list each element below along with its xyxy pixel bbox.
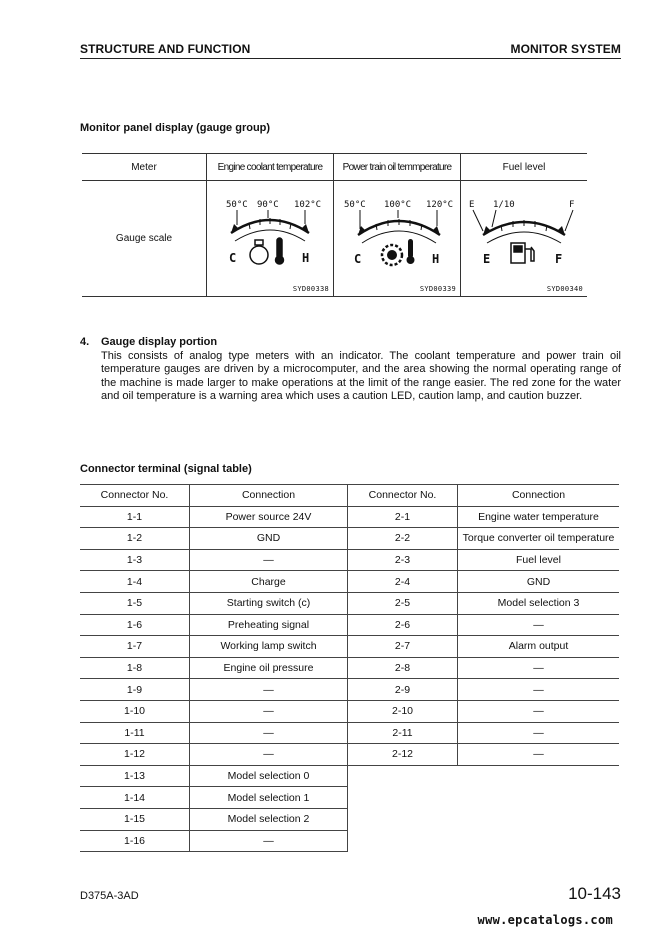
coolant-thermometer-icon [250, 238, 284, 264]
table-cell: — [458, 722, 620, 744]
coolant-mark-mid: 90°C [257, 200, 279, 210]
table-cell: Engine water temperature [458, 506, 620, 528]
empty-area [348, 830, 620, 852]
table-cell: 1-12 [80, 744, 190, 766]
table-cell: Starting switch (c) [190, 592, 348, 614]
table-row [80, 549, 619, 571]
footer-page-number: 10-143 [568, 884, 621, 903]
table-cell: 2-4 [348, 571, 458, 593]
col-header: Connection [190, 485, 348, 507]
coolant-gauge-cell [207, 181, 334, 297]
table-cell: 1-4 [80, 571, 190, 593]
coolant-low-letter: C [229, 251, 237, 265]
footer-model: D375A-3AD [80, 890, 139, 902]
powertrain-header: Power train oil temmperature [334, 154, 461, 181]
coolant-mark-high: 102°C [294, 200, 322, 210]
table-cell: GND [458, 571, 620, 593]
table-row [80, 722, 619, 744]
table-row [80, 787, 619, 809]
table-cell: 1-10 [80, 700, 190, 722]
table-cell: Model selection 2 [190, 808, 348, 830]
table-cell: Power source 24V [190, 506, 348, 528]
table-cell: 2-8 [348, 657, 458, 679]
item-title: Gauge display portion [101, 336, 218, 348]
table-row [80, 636, 619, 658]
table-row [80, 614, 619, 636]
header-section-title: STRUCTURE AND FUNCTION [80, 42, 251, 56]
table-cell: — [190, 830, 348, 852]
gauge-section-title: Monitor panel display (gauge group) [80, 122, 271, 134]
table-cell: — [190, 722, 348, 744]
table-cell: — [458, 614, 620, 636]
table-row [80, 592, 619, 614]
table-cell: — [458, 679, 620, 701]
fuel-pump-icon [511, 243, 534, 263]
table-cell: 1-5 [80, 592, 190, 614]
table-cell: 1-1 [80, 506, 190, 528]
col-header: Connection [458, 485, 620, 507]
item-body: This consists of analog type meters with an indicator. The coolant temperature and power train oil temperature gauges are driven by a microcomputer, and the area showing the normal operating range of the machine is made larger to make operations at the limit of the range easier. The red zone for the water and oil temperature is a warning area which uses a caution LED, caution lamp, and caution buzzer. [101, 349, 621, 403]
table-cell: Model selection 1 [190, 787, 348, 809]
fuel-mark-empty: E [469, 200, 475, 210]
powertrain-gauge [334, 191, 460, 286]
fuel-low-letter: E [483, 252, 491, 266]
table-cell: 1-15 [80, 808, 190, 830]
table-cell: 2-6 [348, 614, 458, 636]
table-cell: Engine oil pressure [190, 657, 348, 679]
table-row [80, 506, 619, 528]
connector-table-header [80, 485, 619, 507]
connector-section-title: Connector terminal (signal table) [80, 463, 252, 475]
table-row [80, 657, 619, 679]
table-row [80, 679, 619, 701]
table-cell: 2-9 [348, 679, 458, 701]
table-cell: — [190, 549, 348, 571]
gauge-scale-label: Gauge scale [82, 181, 207, 297]
table-cell: GND [190, 528, 348, 550]
table-cell: 1-2 [80, 528, 190, 550]
table-row [80, 700, 619, 722]
gauge-table-header [82, 154, 587, 181]
table-cell: Charge [190, 571, 348, 593]
coolant-gauge [207, 191, 333, 286]
item-number: 4. [80, 336, 90, 348]
table-cell: 2-3 [348, 549, 458, 571]
col-header: Connector No. [80, 485, 190, 507]
table-cell: 2-7 [348, 636, 458, 658]
table-cell: 2-11 [348, 722, 458, 744]
coolant-header: Engine coolant temperature [207, 154, 334, 181]
table-cell: Preheating signal [190, 614, 348, 636]
fuel-gauge [461, 191, 587, 286]
powertrain-low-letter: C [354, 252, 362, 266]
fuel-mark-full: F [569, 200, 575, 210]
oil-temperature-icon [382, 239, 415, 265]
coolant-mark-low: 50°C [226, 200, 248, 210]
empty-area [348, 808, 620, 830]
table-cell: 1-9 [80, 679, 190, 701]
table-cell: 2-12 [348, 744, 458, 766]
gauge-table [82, 153, 587, 297]
table-cell: — [458, 657, 620, 679]
table-row [80, 808, 619, 830]
table-cell: Model selection 3 [458, 592, 620, 614]
table-cell: 2-5 [348, 592, 458, 614]
table-cell: 2-1 [348, 506, 458, 528]
table-cell: 1-8 [80, 657, 190, 679]
table-cell: — [190, 744, 348, 766]
table-cell: — [458, 700, 620, 722]
table-cell: Alarm output [458, 636, 620, 658]
table-cell: Working lamp switch [190, 636, 348, 658]
gauge-display-paragraph [80, 336, 621, 404]
table-cell: 1-13 [80, 765, 190, 787]
table-cell: Torque converter oil temperature [458, 528, 620, 550]
powertrain-mark-high: 120°C [426, 200, 454, 210]
powertrain-gauge-code: SYD00339 [419, 285, 456, 293]
table-cell: 2-10 [348, 700, 458, 722]
col-header: Connector No. [348, 485, 458, 507]
header-rule [80, 58, 621, 59]
table-row [80, 571, 619, 593]
table-row [80, 744, 619, 766]
footer-watermark-url[interactable]: www.epcatalogs.com [477, 913, 613, 927]
coolant-gauge-code: SYD00338 [292, 285, 329, 293]
powertrain-mark-low: 50°C [344, 200, 366, 210]
fuel-mark-tenth: 1/10 [493, 200, 515, 210]
table-cell: 1-3 [80, 549, 190, 571]
gauge-scale-row [82, 181, 587, 297]
table-cell: — [190, 700, 348, 722]
meter-header: Meter [82, 154, 207, 181]
powertrain-gauge-cell [334, 181, 461, 297]
table-cell: — [458, 744, 620, 766]
connector-table [80, 484, 619, 852]
table-row [80, 528, 619, 550]
fuel-gauge-cell [461, 181, 588, 297]
empty-area [348, 787, 620, 809]
table-cell: 2-2 [348, 528, 458, 550]
table-cell: 1-14 [80, 787, 190, 809]
table-cell: 1-7 [80, 636, 190, 658]
powertrain-high-letter: H [432, 252, 440, 266]
table-cell: 1-16 [80, 830, 190, 852]
fuel-gauge-code: SYD00340 [546, 285, 583, 293]
powertrain-mark-mid: 100°C [384, 200, 412, 210]
coolant-high-letter: H [302, 251, 310, 265]
fuel-high-letter: F [555, 252, 563, 266]
table-cell: — [190, 679, 348, 701]
table-cell: Fuel level [458, 549, 620, 571]
table-row [80, 830, 619, 852]
fuel-header: Fuel level [461, 154, 588, 181]
table-cell: Model selection 0 [190, 765, 348, 787]
table-row [80, 765, 619, 787]
empty-area [348, 765, 620, 787]
header-chapter-title: MONITOR SYSTEM [510, 42, 621, 56]
table-cell: 1-6 [80, 614, 190, 636]
table-cell: 1-11 [80, 722, 190, 744]
